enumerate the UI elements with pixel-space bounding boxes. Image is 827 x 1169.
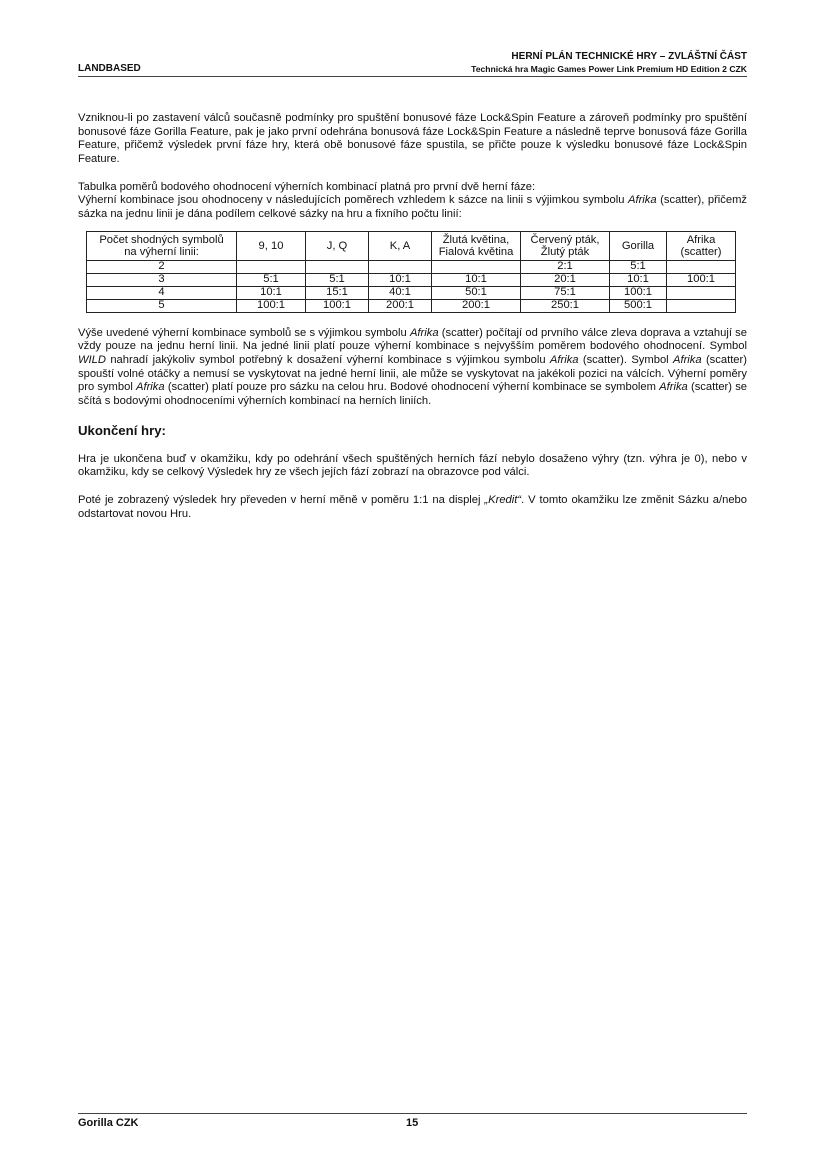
paytable-header-text: Žlutá květina, xyxy=(442,233,510,246)
paytable-cell xyxy=(667,286,736,299)
paytable-header-cell xyxy=(610,231,667,260)
paytable-cell: 200:1 xyxy=(369,299,432,312)
paragraph-rules xyxy=(78,327,747,409)
paytable-header-cell xyxy=(667,231,736,260)
paytable-cell: 100:1 xyxy=(610,286,667,299)
paytable-cell: 50:1 xyxy=(432,286,521,299)
paragraph-table-intro xyxy=(78,181,747,222)
paytable-row xyxy=(87,286,736,299)
rules-text-3: nahradí jakýkoliv symbol potřebný k dosažení výherní kombinace s výjimkou symbolu xyxy=(105,353,550,366)
paytable-header-text: na výherní linii: xyxy=(124,245,199,258)
paytable-cell xyxy=(432,260,521,273)
rules-italic-4: Afrika xyxy=(673,353,702,366)
paytable-body xyxy=(87,260,736,312)
paytable-header-text: 9, 10 xyxy=(258,239,284,252)
table-intro-text-a: Výherní kombinace jsou ohodnoceny v následujících poměrech vzhledem k sázce na linii s výjimkou symbolu xyxy=(78,194,629,207)
paytable-row xyxy=(87,260,736,273)
paytable-cell: 75:1 xyxy=(521,286,610,299)
paytable-cell: 500:1 xyxy=(610,299,667,312)
paytable-header-row xyxy=(87,231,736,260)
paytable-header-cell xyxy=(306,231,369,260)
rules-text-5: (scatter) spouští volné otáčky a nemusí se vyskytovat na jedné herní linii, ale může se vyskytovat na jakékoli pozici na válcích. Výherní poměry pro symbol xyxy=(78,353,747,394)
paytable xyxy=(86,231,736,313)
paytable-cell: 5 xyxy=(87,299,237,312)
paytable-row xyxy=(87,273,736,286)
table-intro-line1: Tabulka poměrů bodového ohodnocení výherních kombinací platná pro první dvě herní fáze: xyxy=(78,180,536,193)
paytable-cell: 10:1 xyxy=(237,286,306,299)
paytable-header-cell xyxy=(87,231,237,260)
paytable-cell xyxy=(667,260,736,273)
rules-italic-6: Afrika xyxy=(659,381,688,394)
rules-italic-3: Afrika xyxy=(549,353,579,366)
paytable-header-text: Fialová květina xyxy=(438,245,514,258)
paytable-cell xyxy=(667,299,736,312)
paragraph-bonus-order: Vzniknou-li po zastavení válců současně podmínky pro spuštění bonusové fáze Lock&Spin Feature a zároveň podmínky pro spuštění bonusové fáze Gorilla Feature, pak je jako první odehrána bonusová fáze Lock&Spin Feature a následně teprve bonusová fáze Gorilla Feature, přičemž výsledek první fáze hry, která obě bonusové fáze spustila, se přičte pouze k výsledku bonusové fáze Lock&Spin Feature. xyxy=(78,112,747,165)
document-body xyxy=(78,112,747,535)
paytable-cell: 100:1 xyxy=(306,299,369,312)
credit-text-a: Poté je zobrazený výsledek hry převeden v herní měně v poměru 1:1 na displej xyxy=(78,493,485,506)
table-intro-afrika: Afrika xyxy=(628,194,657,207)
paytable-cell: 10:1 xyxy=(369,273,432,286)
rules-italic-5: Afrika xyxy=(136,381,165,394)
paytable-header-text: Počet shodných symbolů xyxy=(99,233,224,246)
paytable-header-text: Afrika xyxy=(686,233,716,246)
paytable-cell: 4 xyxy=(87,286,237,299)
paytable-cell: 10:1 xyxy=(432,273,521,286)
paytable-header-cell xyxy=(432,231,521,260)
paytable-cell xyxy=(237,260,306,273)
paytable-header-text: (scatter) xyxy=(680,245,722,258)
paytable-cell: 40:1 xyxy=(369,286,432,299)
paragraph-game-end: Hra je ukončena buď v okamžiku, kdy po odehrání všech spuštěných herních fází nebylo dosaženo výhry (tzn. výhra je 0), nebo v okamžiku, kdy se celkový Výsledek hry ze všech jejích fází zobrazí na obrazovce pod válci. xyxy=(78,452,747,479)
paytable-header-text: Žlutý pták xyxy=(540,245,590,258)
rules-text-4: (scatter). Symbol xyxy=(578,353,673,366)
paytable-header xyxy=(87,231,736,260)
paytable-header-text: Gorilla xyxy=(621,239,655,252)
paytable-cell: 5:1 xyxy=(306,273,369,286)
rules-text-7: (scatter) se sčítá s bodovými ohodnoceními výherních kombinací na herních liniích. xyxy=(78,381,748,407)
paytable-header-cell xyxy=(369,231,432,260)
paytable-cell: 15:1 xyxy=(306,286,369,299)
header-title-block xyxy=(471,51,747,75)
paytable-cell: 100:1 xyxy=(237,299,306,312)
paytable-header-cell xyxy=(521,231,610,260)
paytable-cell: 2 xyxy=(87,260,237,273)
paytable-cell: 10:1 xyxy=(610,273,667,286)
header-subtitle: Technická hra Magic Games Power Link Premium HD Edition 2 CZK xyxy=(471,64,747,75)
footer-divider xyxy=(78,1113,747,1114)
header-title: HERNÍ PLÁN TECHNICKÉ HRY – ZVLÁŠTNÍ ČÁST xyxy=(511,51,747,62)
paytable-row xyxy=(87,299,736,312)
paytable-cell xyxy=(306,260,369,273)
table-intro-text-b: (scatter), přičemž sázka na jednu linii je dána podílem celkové sázky na hru a fixního počtu linií: xyxy=(78,194,748,220)
paytable-cell: 200:1 xyxy=(432,299,521,312)
paragraph-credit xyxy=(78,494,747,521)
paytable-cell: 3 xyxy=(87,273,237,286)
paytable-cell: 2:1 xyxy=(521,260,610,273)
rules-text-6: (scatter) platí pouze pro sázku na celou hru. Bodové ohodnocení výherní kombinace se symbolem xyxy=(164,381,660,394)
paytable-header-text: K, A xyxy=(389,239,411,252)
rules-italic-1: Afrika xyxy=(409,326,439,339)
paytable-cell: 250:1 xyxy=(521,299,610,312)
credit-text-b: . V tomto okamžiku lze změnit Sázku a/nebo odstartovat novou Hru. xyxy=(78,493,747,520)
paytable-cell: 100:1 xyxy=(667,273,736,286)
paytable-cell xyxy=(369,260,432,273)
header-divider xyxy=(78,76,747,77)
rules-italic-2: WILD xyxy=(78,353,106,366)
section-heading-game-end: Ukončení hry: xyxy=(78,422,166,438)
rules-text-2: (scatter) počítají od prvního válce zleva doprava a vztahují se vždy pouze na jednu herní linii. Na jedné linii platí pouze výherní kombinace s nejvyšším poměrem bodového ohodnocení. Symbol xyxy=(78,326,747,353)
paytable-header-cell xyxy=(237,231,306,260)
paytable-cell: 5:1 xyxy=(610,260,667,273)
footer-left-label: Gorilla CZK xyxy=(78,1117,139,1129)
paytable-cell: 5:1 xyxy=(237,273,306,286)
paytable-header-text: J, Q xyxy=(326,239,348,252)
paytable-header-text: Červený pták, xyxy=(530,233,600,246)
header-left-label: LANDBASED xyxy=(78,63,141,74)
paytable-cell: 20:1 xyxy=(521,273,610,286)
credit-italic: „Kredit“ xyxy=(484,493,522,506)
rules-text-1: Výše uvedené výherní kombinace symbolů se s výjimkou symbolu xyxy=(78,326,410,339)
page-number: 15 xyxy=(406,1117,419,1129)
